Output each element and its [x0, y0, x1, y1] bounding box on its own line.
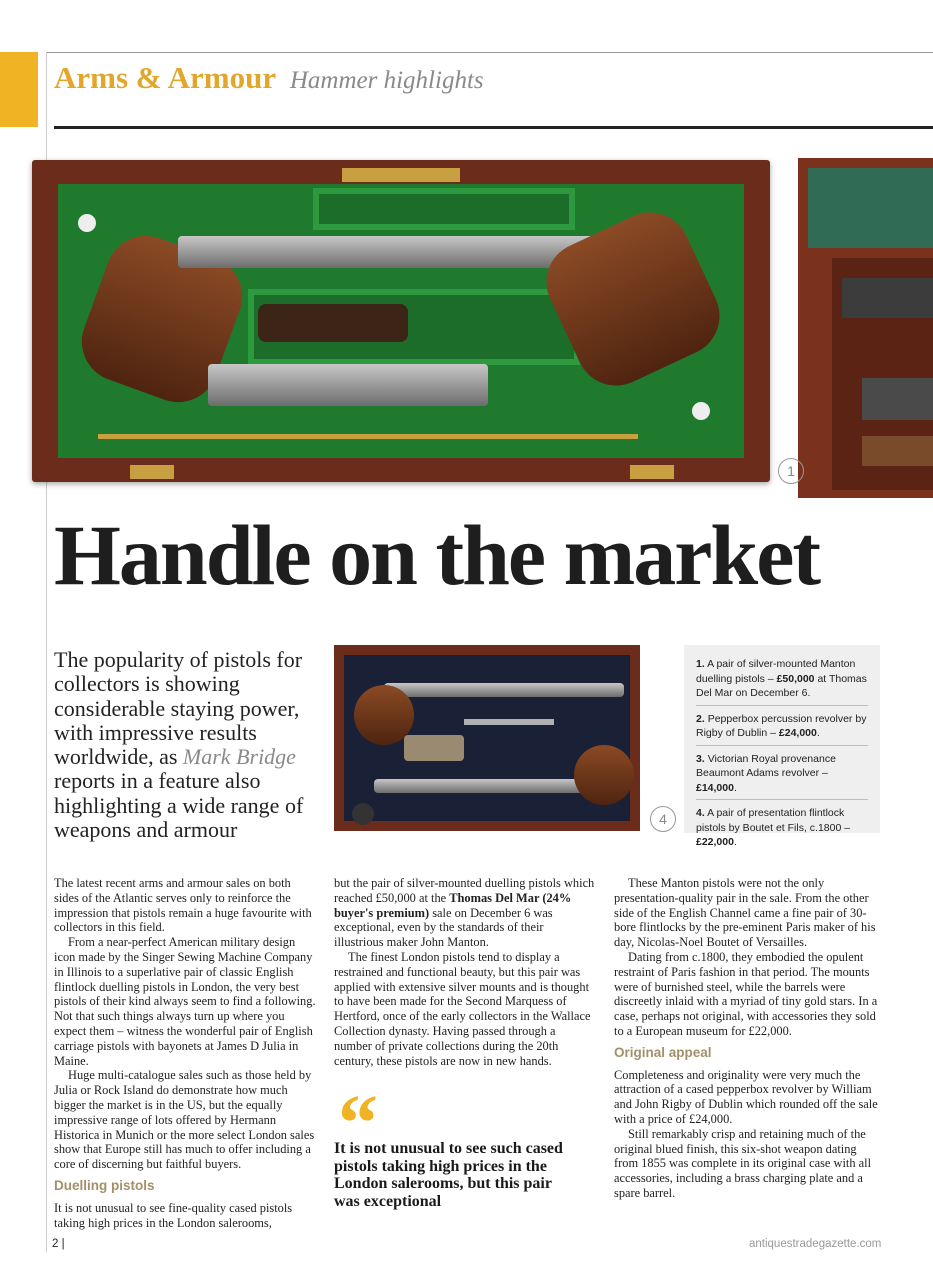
- paragraph: Still remarkably crisp and retaining much of the original blued finish, this six-shot weapon dating from 1855 was complete in its original case with all accessories, including a brass charging plate and a spare barrel.: [614, 1126, 872, 1200]
- header-rule: [54, 126, 933, 129]
- paragraph: It is not unusual to see fine-quality cased pistols taking high prices in the London salerooms,: [54, 1200, 293, 1230]
- author-name: Mark Bridge: [182, 744, 296, 770]
- subhead-duelling-pistols: Duelling pistols: [54, 1177, 155, 1193]
- caption-box: [684, 645, 880, 848]
- headline: Handle on the market: [54, 507, 820, 603]
- top-rule: [46, 52, 933, 53]
- section-header: [54, 58, 484, 101]
- paragraph: The finest London pistols tend to display a restrained and functional beauty, but this pair was applied with extensive silver mounts and is thought to have been made for the Second Marquess of Hertford, once of the early collectors in the Wallace Collection dynasty. Having passed through a number of private collections during the 20th century, these pistols are now in new hands.: [334, 949, 591, 1068]
- paragraph: From a near-perfect American military design icon made by the Singer Sewing Machine Company in Illinois to a superlative pair of classic English flintlock duelling pistols in London, the very best pistols of their kind always seem to find a following. Not that such things always turn up where you expect them – witness the wonderful pair of English carriage pistols with bayonets at James D Julia in Maine.: [54, 935, 316, 1068]
- auction-house: Thomas Del Mar (24% buyer's premium): [334, 890, 572, 920]
- section-tab: [0, 52, 38, 127]
- caption-4: 4. A pair of presentation flintlock pistols by Boutet et Fils, c.1800 – £22,000.: [696, 807, 851, 848]
- paragraph: Huge multi-catalogue sales such as those held by Julia or Rock Island do demonstrate how much bigger the market is in the US, but the equally impressive range of lots offered by Hermann Historica in Munich or the more select London sales show that Europe still has much to offer including a core of discerning but faithful buyers.: [54, 1068, 315, 1172]
- photo-cased-duelling-pistols: [32, 160, 770, 482]
- standfirst-tail: reports in a feature also highlighting a wide range of weapons and armour: [54, 768, 304, 843]
- photo-pepperbox-case: [798, 158, 933, 498]
- caption-2: 2. Pepperbox percussion revolver by Rigby of Dublin – £24,000.: [696, 710, 868, 746]
- section-name: Arms & Armour: [54, 60, 277, 95]
- paragraph: but the pair of silver-mounted duelling pistols which reached £50,000 at the Thomas Del Mar (24% buyer's premium) sale on December 6 was exceptional, even by the standards of their illustrious maker John Manton.: [334, 876, 595, 950]
- paragraph: Dating from c.1800, they embodied the opulent restraint of Paris fashion in that period. The mounts were of burnished steel, while the barrels were discreetly inlaid with a myriad of tiny gold stars. In a case, perhaps not original, with accessories they sold to a European museum for £22,000.: [614, 949, 878, 1038]
- quote-mark: “: [338, 1080, 378, 1168]
- paragraph: Completeness and originality were very much the attraction of a cased pepperbox revolver by William and John Rigby of Dublin which rounded off the sale with a price of £24,000.: [614, 1067, 878, 1126]
- body-column-2: [334, 876, 596, 1068]
- caption-3: 3. Victorian Royal provenance Beaumont Adams revolver – £14,000.: [696, 750, 868, 801]
- pull-quote: It is not unusual to see such cased pistols taking high prices in the London salerooms, but this pair was exceptional: [334, 1140, 563, 1210]
- body-column-1: [54, 876, 316, 1230]
- subhead-original-appeal: Original appeal: [614, 1044, 712, 1060]
- figure-number-4: 4: [650, 806, 676, 832]
- standfirst-lead: The popularity of pistols for collectors is showing considerable staying power, with impressive results worldwide, as: [54, 647, 303, 770]
- caption-1: 1. A pair of silver-mounted Manton duelling pistols – £50,000 at Thomas Del Mar on December 6.: [696, 655, 868, 706]
- standfirst: [54, 648, 316, 842]
- page-number: 2 |: [52, 1238, 65, 1250]
- section-subtitle: Hammer highlights: [289, 67, 484, 94]
- paragraph: These Manton pistols were not the only presentation-quality pair in the sale. From the other side of the English Channel came a fine pair of 30-bore flintlocks by the pre-eminent Paris maker of his day, Nicolas-Noel Boutet of Versailles.: [614, 876, 876, 950]
- paragraph: The latest recent arms and armour sales on both sides of the Atlantic serves only to reinforce the impression that pistols remain a huge favourite with collectors in this field.: [54, 876, 312, 935]
- photo-boutet-pistols: [334, 645, 640, 831]
- site-url: antiquestradegazette.com: [749, 1238, 882, 1250]
- figure-number-1: 1: [778, 458, 804, 484]
- body-column-3: [614, 876, 880, 1201]
